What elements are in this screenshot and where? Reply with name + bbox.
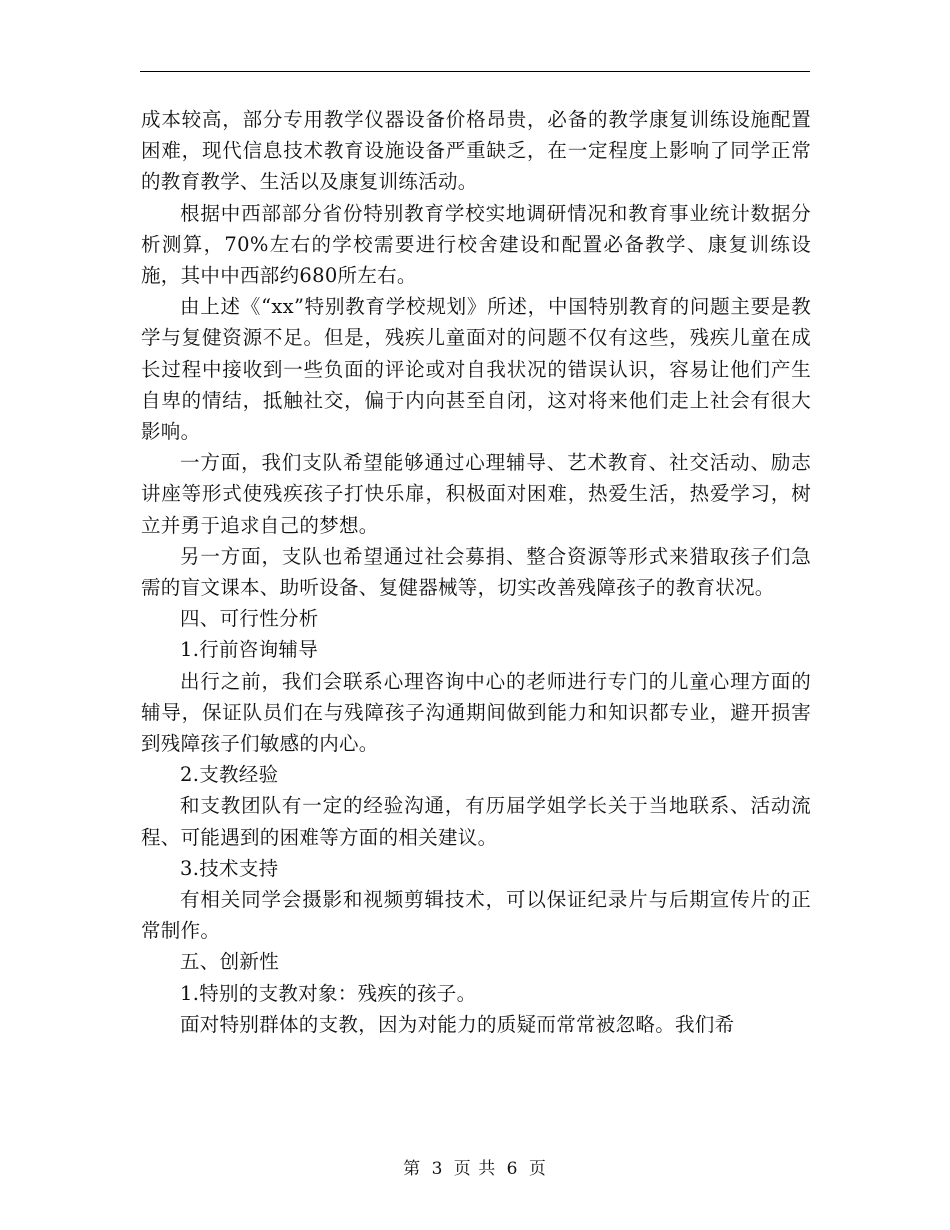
footer-prefix: 第 bbox=[403, 1159, 422, 1179]
total-pages-number: 6 bbox=[506, 1159, 519, 1179]
paragraph: 出行之前，我们会联系心理咨询中心的老师进行专门的儿童心理方面的辅导，保证队员们在与残障孩子沟通期间做到能力和知识都专业，避开损害到残障孩子们敏感的内心。 bbox=[141, 669, 811, 756]
section-heading-innovation: 五、创新性 bbox=[180, 950, 280, 974]
paragraph: 由上述《“xx”特别教育学校规划》所述，中国特别教育的问题主要是教学与复健资源不足。但是，残疾儿童面对的问题不仅有这些，残疾儿童在成长过程中接收到一些负面的评论或对自我状况的错误认识，容易让他们产生自卑的情结，抵触社交，偏于内向甚至自闭，这对将来他们走上社会有很大影响。 bbox=[141, 295, 811, 444]
paragraph: 面对特别群体的支教，因为对能力的质疑而常常被忽略。我们希 bbox=[180, 1012, 735, 1036]
document-body bbox=[141, 104, 811, 1040]
current-page-number: 3 bbox=[431, 1159, 444, 1179]
section-heading-feasibility: 四、可行性分析 bbox=[180, 607, 319, 631]
subheading-consulting: 1.行前咨询辅导 bbox=[180, 638, 319, 662]
paragraph: 根据中西部部分省份特别教育学校实地调研情况和教育事业统计数据分析测算，70%左右的学校需要进行校舍建设和配置必备教学、康复训练设施，其中中西部约680所左右。 bbox=[141, 201, 811, 288]
paragraph: 一方面，我们支队希望能够通过心理辅导、艺术教育、社交活动、励志讲座等形式使残疾孩子打快乐扉，积极面对困难，热爱生活，热爱学习，树立并勇于追求自己的梦想。 bbox=[141, 451, 811, 537]
page-footer bbox=[0, 1154, 950, 1179]
footer-middle: 页 共 bbox=[453, 1159, 497, 1179]
subheading-technical-support: 3.技术支持 bbox=[180, 856, 279, 880]
paragraph: 另一方面，支队也希望通过社会募捐、整合资源等形式来猎取孩子们急需的盲文课本、助听设备、复健器械等，切实改善残障孩子的教育状况。 bbox=[141, 544, 811, 600]
paragraph: 和支教团队有一定的经验沟通，有历届学姐学长关于当地联系、活动流程、可能遇到的困难等方面的相关建议。 bbox=[141, 794, 811, 849]
paragraph-continuation: 成本较高，部分专用教学仪器设备价格昂贵，必备的教学康复训练设施配置困难，现代信息技术教育设施设备严重缺乏，在一定程度上影响了同学正常的教育教学、生活以及康复训练活动。 bbox=[141, 108, 811, 194]
header-rule bbox=[140, 71, 810, 72]
subheading-special-target: 1.特别的支教对象：残疾的孩子。 bbox=[180, 981, 477, 1005]
paragraph: 有相关同学会摄影和视频剪辑技术，可以保证纪录片与后期宣传片的正常制作。 bbox=[141, 888, 811, 943]
footer-suffix: 页 bbox=[528, 1159, 547, 1179]
subheading-experience: 2.支教经验 bbox=[180, 763, 279, 787]
